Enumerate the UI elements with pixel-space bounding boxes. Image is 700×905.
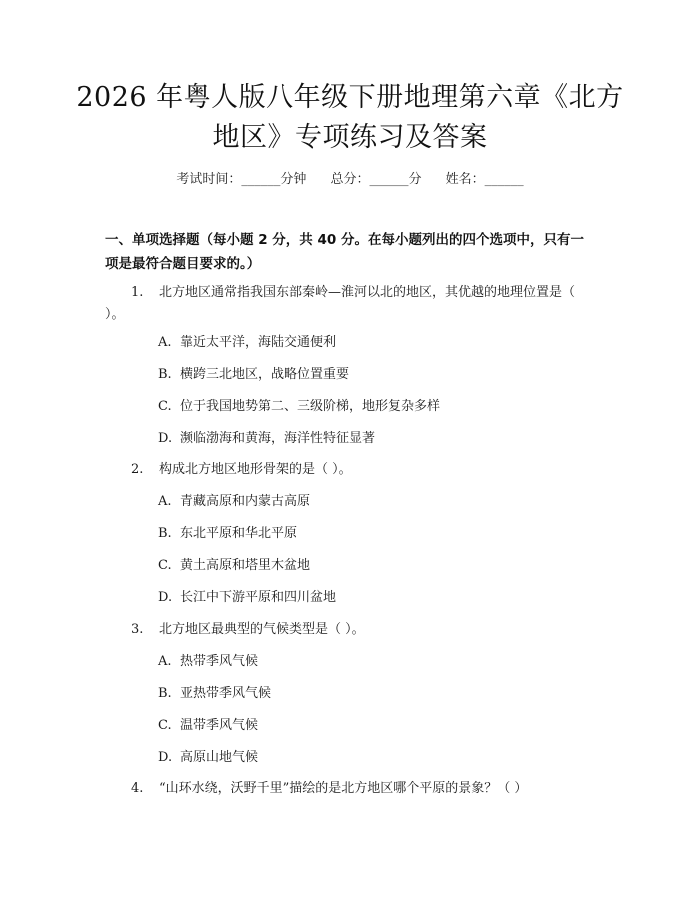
option-1b xyxy=(158,364,598,386)
question-number: 4. xyxy=(131,781,144,796)
option-2b xyxy=(158,523,598,545)
option-2d xyxy=(158,587,598,609)
option-text: 青藏高原和内蒙古高原 xyxy=(180,494,311,509)
option-letter: D. xyxy=(158,431,173,446)
exam-time: 考试时间：______分钟 xyxy=(176,172,307,187)
title-line-2: 地区》专项练习及答案 xyxy=(212,122,488,153)
option-letter: B. xyxy=(158,526,172,541)
option-text: 温带季风气候 xyxy=(180,718,259,733)
option-letter: C. xyxy=(158,399,172,414)
option-letter: C. xyxy=(158,718,172,733)
question-2 xyxy=(105,459,595,481)
option-3b xyxy=(158,683,598,705)
option-letter: D. xyxy=(158,750,173,765)
question-3 xyxy=(105,619,595,641)
option-text: 位于我国地势第二、三级阶梯，地形复杂多样 xyxy=(180,399,441,414)
option-3c xyxy=(158,715,598,737)
document-title xyxy=(60,78,640,158)
option-letter: B. xyxy=(158,686,172,701)
question-number: 1. xyxy=(131,285,144,300)
option-text: 黄土高原和塔里木盆地 xyxy=(180,558,311,573)
option-2a xyxy=(158,491,598,513)
option-text: 亚热带季风气候 xyxy=(180,686,272,701)
option-1a xyxy=(158,332,598,354)
total-score: 总分：______分 xyxy=(330,172,422,187)
question-4 xyxy=(105,778,595,800)
option-3d xyxy=(158,747,598,769)
option-letter: B. xyxy=(158,367,172,382)
exam-info xyxy=(0,168,700,187)
option-letter: D. xyxy=(158,590,173,605)
section-heading: 一、单项选择题（每小题 2 分，共 40 分。在每小题列出的四个选项中，只有一项是最符合题目要求的。） xyxy=(105,232,584,272)
option-1c xyxy=(158,396,598,418)
option-text: 热带季风气候 xyxy=(180,654,259,669)
question-text: 构成北方地区地形骨架的是（ ）。 xyxy=(159,462,352,477)
option-2c xyxy=(158,555,598,577)
question-text: 北方地区通常指我国东部秦岭—淮河以北的地区，其优越的地理位置是（ ）。 xyxy=(105,285,576,322)
option-text: 东北平原和华北平原 xyxy=(180,526,298,541)
option-text: 长江中下游平原和四川盆地 xyxy=(180,590,337,605)
option-text: 濒临渤海和黄海，海洋性特征显著 xyxy=(180,431,376,446)
option-text: 靠近太平洋，海陆交通便利 xyxy=(180,335,337,350)
title-line-1: 2026 年粤人版八年级下册地理第六章《北方 xyxy=(76,82,624,113)
question-text: “山环水绕，沃野千里”描绘的是北方地区哪个平原的景象？（ ） xyxy=(159,781,528,796)
option-letter: A. xyxy=(158,335,172,350)
student-name: 姓名：______ xyxy=(445,172,524,187)
question-number: 2. xyxy=(131,462,144,477)
option-text: 横跨三北地区，战略位置重要 xyxy=(180,367,350,382)
option-3a xyxy=(158,651,598,673)
option-letter: A. xyxy=(158,654,172,669)
question-number: 3. xyxy=(131,622,144,637)
option-1d xyxy=(158,428,598,450)
option-letter: C. xyxy=(158,558,172,573)
question-text: 北方地区最典型的气候类型是（ ）。 xyxy=(159,622,365,637)
question-1 xyxy=(105,282,595,326)
option-letter: A. xyxy=(158,494,172,509)
option-text: 高原山地气候 xyxy=(180,750,259,765)
